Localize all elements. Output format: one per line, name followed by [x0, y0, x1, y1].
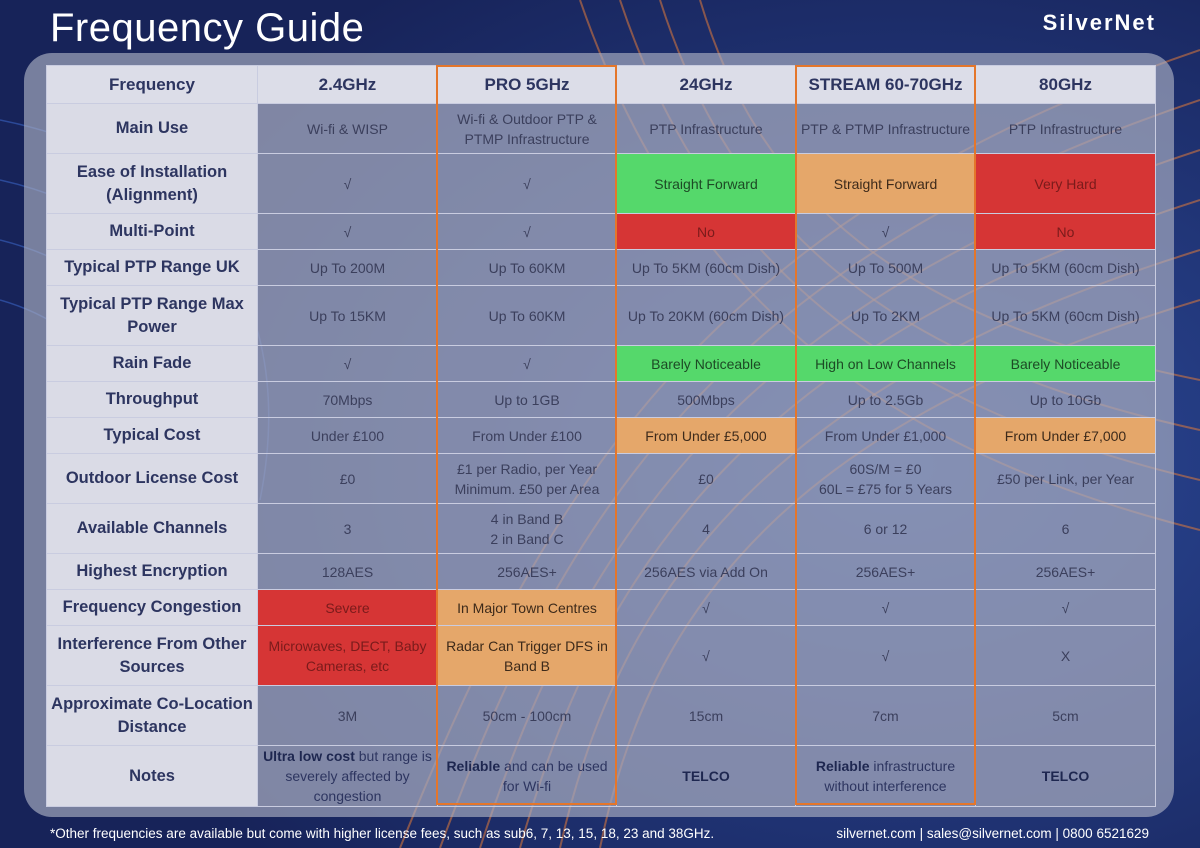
- cell-pro-5ghz: 50cm - 100cm: [438, 686, 617, 746]
- cell-80ghz: Up To 5KM (60cm Dish): [976, 250, 1156, 286]
- cell-2-4ghz: 3: [258, 504, 438, 554]
- cell-pro-5ghz: Up to 1GB: [438, 382, 617, 418]
- cell-stream-60-70ghz: PTP & PTMP Infrastructure: [796, 104, 976, 154]
- cell-2-4ghz: Severe: [258, 590, 438, 626]
- row-label: Typical Cost: [47, 418, 258, 454]
- cell-24ghz: Straight Forward: [617, 154, 796, 214]
- cell-2-4ghz: 128AES: [258, 554, 438, 590]
- table-row: [47, 214, 1156, 250]
- row-label: Frequency Congestion: [47, 590, 258, 626]
- header-frequency: Frequency: [47, 66, 258, 104]
- cell-2-4ghz: Wi-fi & WISP: [258, 104, 438, 154]
- cell-24ghz: From Under £5,000: [617, 418, 796, 454]
- cell-2-4ghz: √: [258, 346, 438, 382]
- cell-pro-5ghz: 4 in Band B 2 in Band C: [438, 504, 617, 554]
- table-row: [47, 286, 1156, 346]
- row-label: Available Channels: [47, 504, 258, 554]
- row-label: Main Use: [47, 104, 258, 154]
- cell-24ghz: Barely Noticeable: [617, 346, 796, 382]
- notes-text: but range is severely affected by congestion: [285, 748, 432, 804]
- cell-2-4ghz: 3M: [258, 686, 438, 746]
- notes-cell-stream-60-70ghz: [796, 746, 976, 807]
- table-row: [47, 154, 1156, 214]
- cell-stream-60-70ghz: 7cm: [796, 686, 976, 746]
- cell-stream-60-70ghz: 256AES+: [796, 554, 976, 590]
- table-row: [47, 686, 1156, 746]
- cell-stream-60-70ghz: 6 or 12: [796, 504, 976, 554]
- table-row: [47, 454, 1156, 504]
- cell-80ghz: Very Hard: [976, 154, 1156, 214]
- cell-stream-60-70ghz: Up To 2KM: [796, 286, 976, 346]
- cell-pro-5ghz: In Major Town Centres: [438, 590, 617, 626]
- cell-2-4ghz: Up To 200M: [258, 250, 438, 286]
- cell-2-4ghz: 70Mbps: [258, 382, 438, 418]
- cell-pro-5ghz: Wi-fi & Outdoor PTP & PTMP Infrastructure: [438, 104, 617, 154]
- cell-pro-5ghz: Up To 60KM: [438, 250, 617, 286]
- table-row: [47, 626, 1156, 686]
- table-row: [47, 554, 1156, 590]
- cell-stream-60-70ghz: From Under £1,000: [796, 418, 976, 454]
- cell-pro-5ghz: √: [438, 346, 617, 382]
- cell-24ghz: Up To 20KM (60cm Dish): [617, 286, 796, 346]
- cell-pro-5ghz: √: [438, 214, 617, 250]
- cell-24ghz: √: [617, 590, 796, 626]
- notes-emphasis: Reliable: [815, 758, 870, 774]
- cell-24ghz: Up To 5KM (60cm Dish): [617, 250, 796, 286]
- page-title: Frequency Guide: [50, 6, 365, 50]
- row-label: Approximate Co-Location Distance: [47, 686, 258, 746]
- cell-pro-5ghz: From Under £100: [438, 418, 617, 454]
- cell-stream-60-70ghz: √: [796, 590, 976, 626]
- cell-stream-60-70ghz: Up to 2.5Gb: [796, 382, 976, 418]
- notes-cell-pro-5ghz: [438, 746, 617, 807]
- cell-2-4ghz: Under £100: [258, 418, 438, 454]
- cell-2-4ghz: £0: [258, 454, 438, 504]
- cell-stream-60-70ghz: √: [796, 214, 976, 250]
- cell-2-4ghz: √: [258, 154, 438, 214]
- cell-24ghz: £0: [617, 454, 796, 504]
- cell-24ghz: 256AES via Add On: [617, 554, 796, 590]
- notes-cell-24ghz: [617, 746, 796, 807]
- row-label: Outdoor License Cost: [47, 454, 258, 504]
- cell-stream-60-70ghz: √: [796, 626, 976, 686]
- cell-stream-60-70ghz: Straight Forward: [796, 154, 976, 214]
- cell-24ghz: 15cm: [617, 686, 796, 746]
- cell-80ghz: X: [976, 626, 1156, 686]
- table-row: [47, 250, 1156, 286]
- cell-pro-5ghz: √: [438, 154, 617, 214]
- frequency-comparison-table: [46, 65, 1156, 807]
- cell-stream-60-70ghz: High on Low Channels: [796, 346, 976, 382]
- notes-emphasis: Reliable: [446, 758, 501, 774]
- row-label: Rain Fade: [47, 346, 258, 382]
- cell-24ghz: √: [617, 626, 796, 686]
- silvernet-logo: SilverNet: [1042, 10, 1156, 35]
- row-label: Multi-Point: [47, 214, 258, 250]
- table-row: [47, 346, 1156, 382]
- cell-80ghz: PTP Infrastructure: [976, 104, 1156, 154]
- cell-80ghz: 6: [976, 504, 1156, 554]
- header-24ghz: 24GHz: [617, 66, 796, 104]
- cell-80ghz: Up To 5KM (60cm Dish): [976, 286, 1156, 346]
- cell-80ghz: From Under £7,000: [976, 418, 1156, 454]
- row-label: Highest Encryption: [47, 554, 258, 590]
- header-2-4ghz: 2.4GHz: [258, 66, 438, 104]
- cell-80ghz: 256AES+: [976, 554, 1156, 590]
- cell-80ghz: Barely Noticeable: [976, 346, 1156, 382]
- table-row: [47, 382, 1156, 418]
- table-row: [47, 504, 1156, 554]
- table-row: [47, 418, 1156, 454]
- cell-24ghz: 500Mbps: [617, 382, 796, 418]
- notes-cell-2-4ghz: [258, 746, 438, 807]
- notes-emphasis: Ultra low cost: [263, 748, 355, 764]
- cell-pro-5ghz: £1 per Radio, per Year Minimum. £50 per Area: [438, 454, 617, 504]
- notes-cell-80ghz: [976, 746, 1156, 807]
- contact-info: silvernet.com | sales@silvernet.com | 0800 6521629: [836, 826, 1149, 841]
- notes-text: and can be used for Wi-fi: [500, 758, 608, 794]
- cell-pro-5ghz: Up To 60KM: [438, 286, 617, 346]
- notes-emphasis: TELCO: [1041, 768, 1090, 784]
- notes-row: [47, 746, 1156, 807]
- cell-2-4ghz: Up To 15KM: [258, 286, 438, 346]
- row-label: Typical PTP Range UK: [47, 250, 258, 286]
- cell-80ghz: £50 per Link, per Year: [976, 454, 1156, 504]
- row-label: Interference From Other Sources: [47, 626, 258, 686]
- cell-24ghz: PTP Infrastructure: [617, 104, 796, 154]
- cell-stream-60-70ghz: Up To 500M: [796, 250, 976, 286]
- notes-text: infrastructure without interference: [824, 758, 956, 794]
- notes-emphasis: TELCO: [682, 768, 730, 784]
- cell-2-4ghz: Microwaves, DECT, Baby Cameras, etc: [258, 626, 438, 686]
- header-stream-60-70ghz: STREAM 60-70GHz: [796, 66, 976, 104]
- row-label: Typical PTP Range Max Power: [47, 286, 258, 346]
- cell-24ghz: 4: [617, 504, 796, 554]
- header-80ghz: 80GHz: [976, 66, 1156, 104]
- row-label-notes: Notes: [47, 746, 258, 807]
- cell-80ghz: Up to 10Gb: [976, 382, 1156, 418]
- cell-80ghz: √: [976, 590, 1156, 626]
- cell-stream-60-70ghz: 60S/M = £0 60L = £75 for 5 Years: [796, 454, 976, 504]
- cell-pro-5ghz: Radar Can Trigger DFS in Band B: [438, 626, 617, 686]
- table-row: [47, 590, 1156, 626]
- table-row: [47, 104, 1156, 154]
- cell-2-4ghz: √: [258, 214, 438, 250]
- row-label: Ease of Installation (Alignment): [47, 154, 258, 214]
- row-label: Throughput: [47, 382, 258, 418]
- cell-80ghz: No: [976, 214, 1156, 250]
- footnote: *Other frequencies are available but come with higher license fees, such as sub6, 7, 13, 15, 18, 23 and 38GHz.: [50, 826, 715, 841]
- cell-24ghz: No: [617, 214, 796, 250]
- header-pro-5ghz: PRO 5GHz: [438, 66, 617, 104]
- table-header-row: [47, 66, 1156, 104]
- cell-80ghz: 5cm: [976, 686, 1156, 746]
- cell-pro-5ghz: 256AES+: [438, 554, 617, 590]
